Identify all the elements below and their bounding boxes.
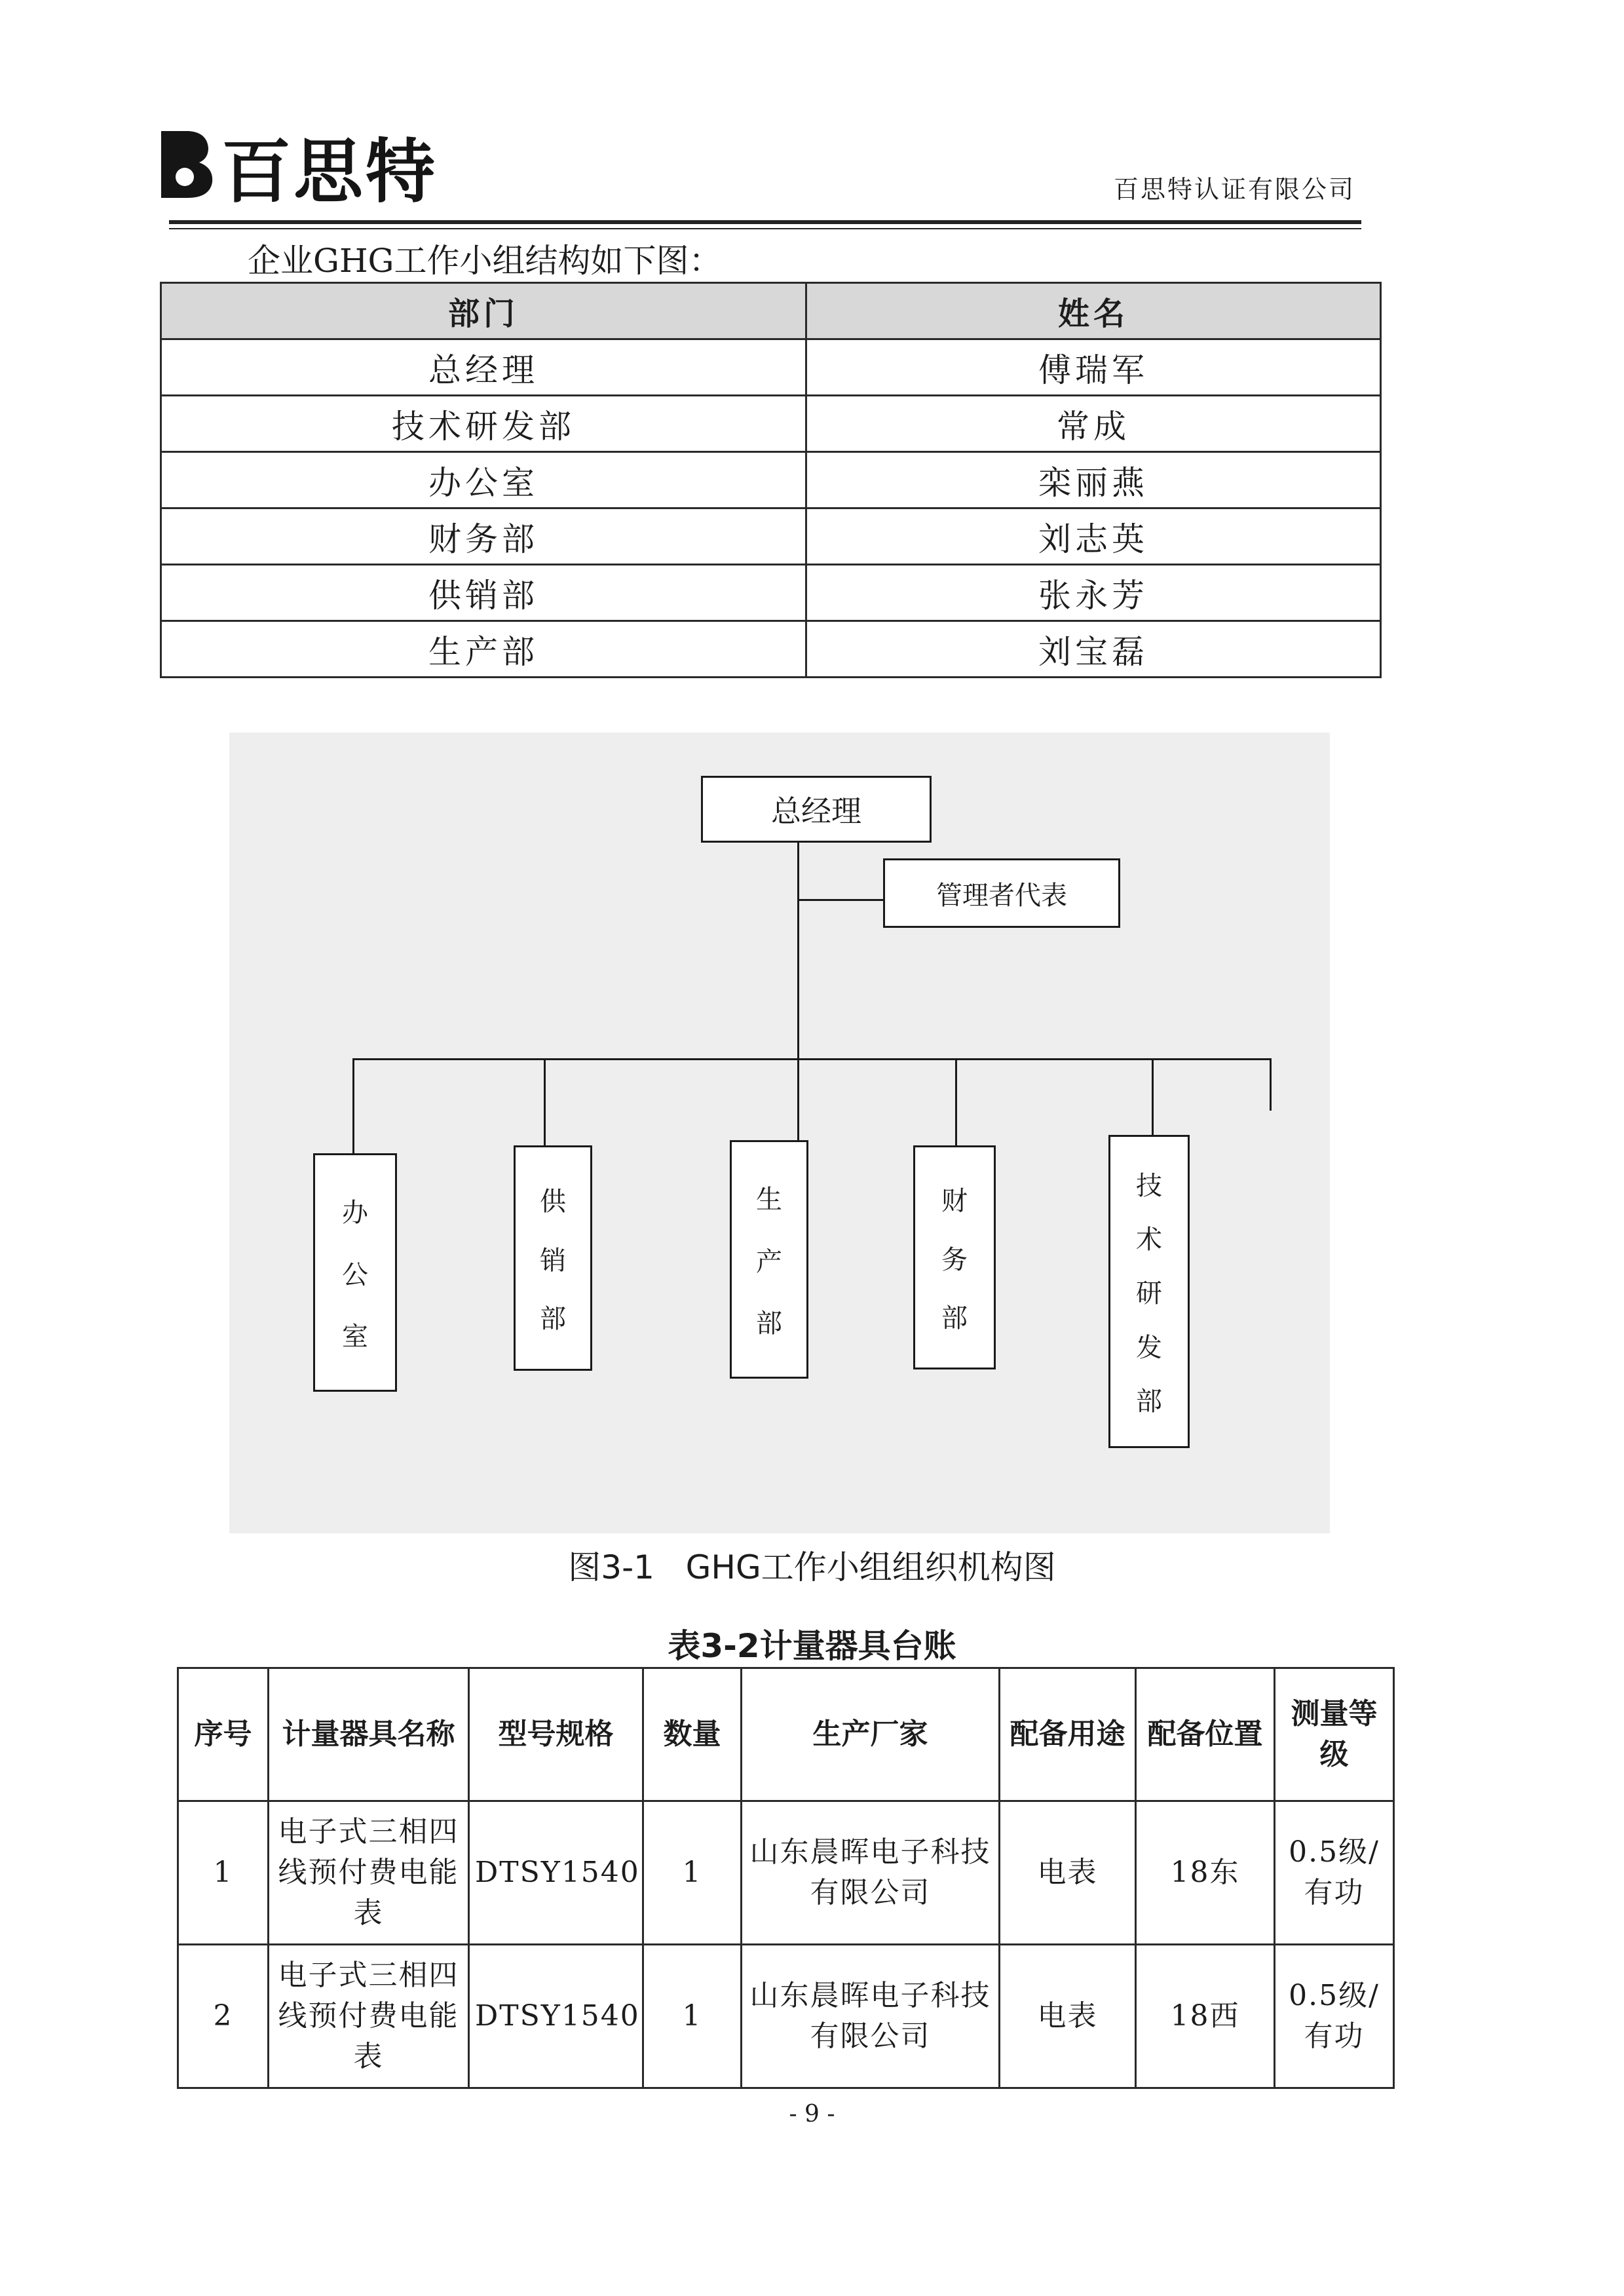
header-name: 姓名: [806, 283, 1381, 339]
org-box-production: [730, 1140, 808, 1379]
org-label: 总经理: [771, 794, 861, 829]
person-cell: 常成: [806, 396, 1381, 452]
org-box-rd: [1108, 1135, 1190, 1448]
org-char: 销: [540, 1245, 566, 1276]
meter-table: [177, 1667, 1395, 2089]
table-row: [161, 565, 1381, 621]
quantity-cell: 1: [643, 1801, 742, 1945]
org-char: 产: [756, 1246, 782, 1277]
manufacturer-cell: 山东晨晖电子科技有限公司: [742, 1801, 1000, 1945]
instrument-cell: 电子式三相四线预付费电能表: [269, 1801, 469, 1945]
org-char: 术: [1136, 1225, 1162, 1255]
org-char: 部: [941, 1303, 968, 1333]
department-cell: 财务部: [161, 508, 806, 565]
department-cell: 办公室: [161, 452, 806, 508]
grade-cell: 0.5级/有功: [1275, 1945, 1394, 2088]
org-char: 财: [941, 1186, 968, 1217]
table-caption: 表3-2计量器具台账: [668, 1627, 956, 1665]
department-cell: 技术研发部: [161, 396, 806, 452]
person-cell: 刘宝磊: [806, 621, 1381, 678]
header-manufacturer: 生产厂家: [742, 1668, 1000, 1801]
person-cell: 傅瑞军: [806, 339, 1381, 396]
connector-line: [955, 1058, 957, 1147]
table-row: [161, 452, 1381, 508]
logo-text: 百思特: [221, 132, 438, 212]
table-row: [178, 1945, 1394, 2088]
connector-line: [797, 899, 884, 901]
org-char: 发: [1136, 1332, 1162, 1363]
org-char: 办: [342, 1197, 368, 1228]
connector-line: [352, 1058, 1270, 1060]
table-row: [178, 1801, 1394, 1945]
connector-line: [1270, 1058, 1272, 1111]
org-box-sales: [514, 1145, 592, 1371]
header-usage: 配备用途: [1000, 1668, 1136, 1801]
org-chart: [229, 733, 1330, 1533]
org-char: 供: [540, 1186, 566, 1217]
department-cell: 总经理: [161, 339, 806, 396]
company-name: 百思特认证有限公司: [1114, 175, 1356, 204]
person-cell: 张永芳: [806, 565, 1381, 621]
header-department: 部门: [161, 283, 806, 339]
quantity-cell: 1: [643, 1945, 742, 2088]
header-instrument: 计量器具名称: [269, 1668, 469, 1801]
location-cell: 18东: [1136, 1801, 1275, 1945]
org-box-finance: [913, 1145, 996, 1369]
org-char: 研: [1136, 1278, 1162, 1309]
header-divider: [169, 220, 1361, 224]
seq-cell: 1: [178, 1801, 269, 1945]
header-grade: 测量等级: [1275, 1668, 1394, 1801]
org-box-office: [313, 1153, 397, 1392]
connector-line: [352, 1058, 354, 1155]
instrument-cell: 电子式三相四线预付费电能表: [269, 1945, 469, 2088]
org-box-management-representative: [883, 858, 1120, 928]
org-box-general-manager: [701, 776, 932, 843]
org-char: 部: [540, 1304, 566, 1335]
table-row: [161, 396, 1381, 452]
table-row: [161, 508, 1381, 565]
table-row: [161, 339, 1381, 396]
org-label: 管理者代表: [936, 880, 1067, 911]
header-quantity: 数量: [643, 1668, 742, 1801]
team-table-header: [161, 283, 1381, 339]
department-cell: 生产部: [161, 621, 806, 678]
org-char: 公: [342, 1259, 368, 1290]
header-location: 配备位置: [1136, 1668, 1275, 1801]
connector-line: [1152, 1058, 1154, 1137]
org-char: 部: [1136, 1386, 1162, 1417]
org-char: 室: [342, 1322, 368, 1352]
usage-cell: 电表: [1000, 1801, 1136, 1945]
department-cell: 供销部: [161, 565, 806, 621]
logo-mark-icon: [156, 128, 216, 199]
figure-caption: 图3-1 GHG工作小组组织机构图: [568, 1548, 1056, 1586]
org-char: 生: [756, 1184, 782, 1215]
usage-cell: 电表: [1000, 1945, 1136, 2088]
manufacturer-cell: 山东晨晖电子科技有限公司: [742, 1945, 1000, 2088]
connector-line: [797, 1058, 799, 1142]
org-char: 部: [756, 1309, 782, 1339]
table-row: [161, 621, 1381, 678]
person-cell: 栾丽燕: [806, 452, 1381, 508]
seq-cell: 2: [178, 1945, 269, 2088]
connector-line: [544, 1058, 546, 1147]
header-model: 型号规格: [469, 1668, 643, 1801]
header-seq: 序号: [178, 1668, 269, 1801]
header-divider-thin: [169, 228, 1361, 229]
location-cell: 18西: [1136, 1945, 1275, 2088]
model-cell: DTSY1540: [469, 1801, 643, 1945]
org-char: 务: [941, 1244, 968, 1275]
org-char: 技: [1136, 1171, 1162, 1202]
person-cell: 刘志英: [806, 508, 1381, 565]
page-number: - 9 -: [789, 2101, 835, 2128]
grade-cell: 0.5级/有功: [1275, 1801, 1394, 1945]
team-table: [160, 282, 1382, 678]
intro-text: 企业GHG工作小组结构如下图：: [248, 242, 722, 280]
meter-table-header: [178, 1668, 1394, 1801]
model-cell: DTSY1540: [469, 1945, 643, 2088]
